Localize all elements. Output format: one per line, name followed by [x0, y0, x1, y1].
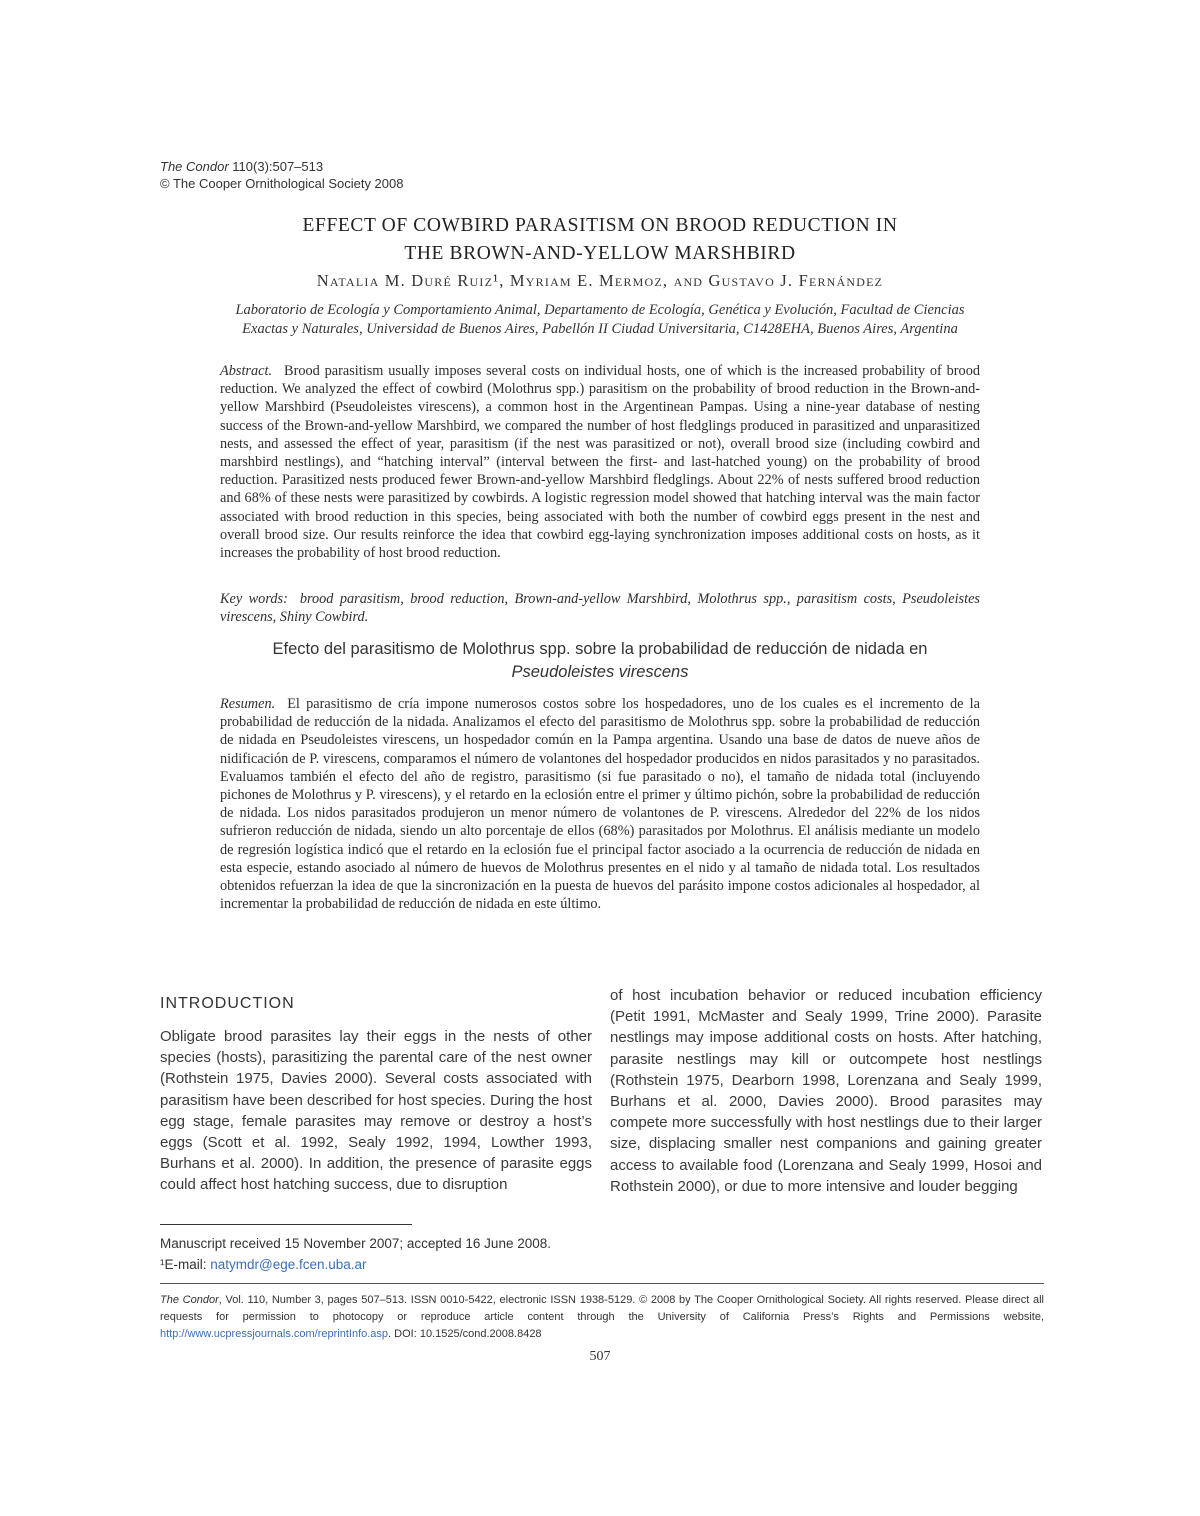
copyright-divider: [160, 1283, 1044, 1284]
doi-text: . DOI: 10.1525/cond.2008.8428: [388, 1328, 542, 1340]
keywords-label: Key words:: [220, 591, 288, 607]
affiliation-line-2: Exactas y Naturales, Universidad de Buenos Aires, Pabellón II Ciudad Universitaria, C1428EHA, Buenos Aires, Argentina: [242, 321, 958, 337]
journal-header: [160, 158, 403, 192]
abstract: [220, 362, 980, 562]
page-number: 507: [589, 1349, 611, 1364]
abstract-label: Abstract.: [220, 363, 273, 379]
abstract-text: Brood parasitism usually imposes several costs on individual hosts, one of which is the increased probability of brood reduction. We analyzed the effect of cowbird (Molothrus spp.) parasitism on the probability of brood reduction in the Brown-and-yellow Marshbird (Pseudoleistes virescens), a common host in the Argentinean Pampas. Using a nine-year database of nesting success of the Brown-and-yellow Marshbird, we compared the number of host fledglings produced in parasitized and unparasitized nests, and assessed the effect of year, parasitism (if the nest was parasitized or not), overall brood size (including cowbird and marshbird nestlings), and “hatching interval” (interval between the first- and last-hatched young) on the probability of brood reduction. Parasitized nests produced fewer Brown-and-yellow Marshbird fledglings. About 22% of nests suffered brood reduction and 68% of these nests were parasitized by cowbirds. A logistic regression model showed that hatching interval was the main factor associated with brood reduction in this species, being associated with both the number of cowbird eggs present in the nest and overall brood size. Our results reinforce the idea that cowbird egg-laying synchronization imposes additional costs on hosts, as it increases the probability of host brood reduction.: [220, 363, 980, 562]
keywords-text: brood parasitism, brood reduction, Brown-and-yellow Marshbird, Molothrus spp., parasitism costs, Pseudoleistes virescens, Shiny Cowbird.: [220, 591, 980, 626]
title-line-2: THE BROWN-AND-YELLOW MARSHBIRD: [404, 243, 796, 264]
journal-copyright: © The Cooper Ornithological Society 2008: [160, 176, 404, 191]
resumen-label: Resumen.: [220, 696, 276, 712]
title-line-1: EFFECT OF COWBIRD PARASITISM ON BROOD REDUCTION IN: [302, 215, 898, 236]
intro-right-column: of host incubation behavior or reduced incubation efficiency (Petit 1991, McMaster and Sealy 1999, Trine 2000). Parasite nestlings may impose additional costs on hosts. After hatching, parasite nestlings may kill or outcompete host nestlings (Rothstein 1975, Dearborn 1998, Lorenzana and Sealy 1999, Burhans et al. 2000, Davies 2000). Brood parasites may compete more successfully with host nestlings due to their larger size, displacing smaller nest companions and gaining greater access to available food (Lorenzana and Sealy 1999, Hosoi and Rothstein 2000), or due to more intensive and louder begging: [610, 987, 1042, 1195]
affiliation-line-1: Laboratorio de Ecología y Comportamiento Animal, Departamento de Ecología, Genética y Evolución, Facultad de Ciencias: [235, 302, 965, 318]
affiliation: [160, 301, 1040, 339]
spanish-title-line-2: Pseudoleistes virescens: [511, 663, 689, 681]
spanish-title-line-1: Efecto del parasitismo de Molothrus spp. sobre la probabilidad de reducción de nidada en: [272, 640, 928, 658]
footnote-received: Manuscript received 15 November 2007; accepted 16 June 2008.: [160, 1236, 551, 1251]
article-title: [160, 212, 1040, 268]
keywords: [220, 590, 980, 626]
email-link[interactable]: natymdr@ege.fcen.uba.ar: [210, 1257, 367, 1272]
copyright-text: , Vol. 110, Number 3, pages 507–513. ISSN 0010-5422, electronic ISSN 1938-5129. © 2008 by The Cooper Ornithological Society. All rights reserved. Please direct all requests for permission to photocopy or reproduce article content through the University of California Press’s Rights and Permissions website,: [160, 1294, 1045, 1323]
authors: Natalia M. Duré Ruiz¹, Myriam E. Mermoz, and Gustavo J. Fernández: [316, 271, 884, 290]
spanish-title: [160, 638, 1040, 684]
journal-volume: 110(3):507–513: [232, 159, 324, 174]
journal-name: The Condor: [160, 159, 229, 174]
resumen-text: El parasitismo de cría impone numerosos costos sobre los hospedadores, uno de los cuales es el incremento de la probabilidad de reducción de la nidada. Analizamos el efecto del parasitismo de Molothrus spp. sobre la probabilidad de reducción de nidada en Pseudoleistes virescens, un hospedador común en la Pampa argentina. Usando una base de datos de nueve años de nidificación de P. virescens, comparamos el número de volantones del hospedador producidos en nidos parasitados y no parasitados. Evaluamos también el efecto del año de registro, parasitismo (si fue parasitado o no), el tamaño de nidada total (incluyendo pichones de Molothrus y P. virescens), y el retardo en la eclosión entre el primer y último pichón, sobre la probabilidad de reducción de nidada. Los nidos parasitados produjeron un menor número de volantones de P. virescens. Alrededor del 22% de los nidos sufrieron reducción de nidada, siendo un alto porcentaje de ellos (68%) parasitados por Molothrus. El análisis mediante un modelo de regresión logística indicó que el retardo en la eclosión fue el principal factor asociado a la ocurrencia de reducción de nidada en esta especie, estando asociado al número de huevos de Molothrus presentes en el nido y al tamaño de nidada total. Los resultados obtenidos refuerzan la idea de que la sincronización en la puesta de huevos del parásito impone costos adicionales al hospedador, al incrementar la probabilidad de reducción de nidada en este último.: [220, 696, 980, 913]
email-label: ¹E-mail:: [160, 1257, 211, 1272]
resumen: [220, 695, 980, 913]
section-heading-introduction: INTRODUCTION: [160, 995, 295, 1012]
journal-citation: [160, 158, 403, 175]
footnote-email: [160, 1255, 600, 1275]
footnote-divider: [160, 1224, 412, 1225]
copyright-journal: The Condor: [160, 1294, 219, 1306]
copyright-block: [160, 1292, 1044, 1343]
intro-left-column: Obligate brood parasites lay their eggs in the nests of other species (hosts), parasitizing the parental care of the nest owner (Rothstein 1975, Davies 2000). Several costs associated with parasitism have been described for host species. During the host egg stage, female parasites may remove or destroy a host’s eggs (Scott et al. 1992, Sealy 1992, 1994, Lowther 1993, Burhans et al. 2000). In addition, the presence of parasite eggs could affect host hatching success, due to disruption: [160, 1028, 592, 1194]
permissions-link[interactable]: http://www.ucpressjournals.com/reprintInfo.asp: [160, 1328, 389, 1340]
